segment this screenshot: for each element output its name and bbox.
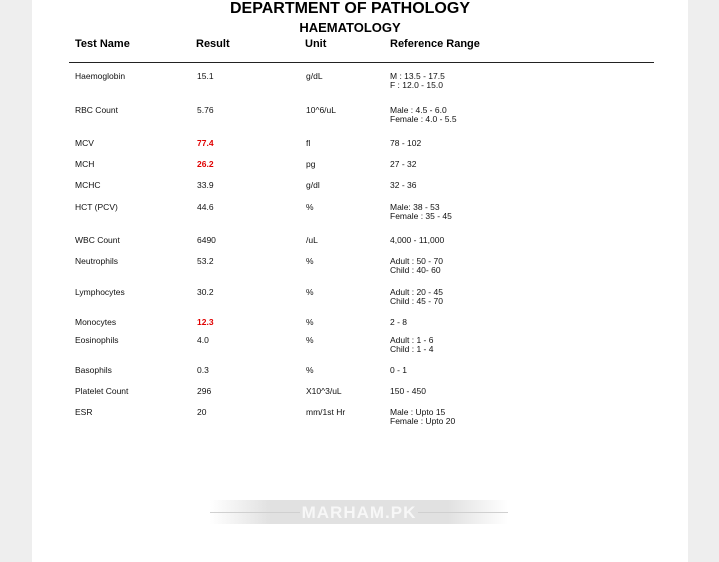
unit: % <box>306 317 314 327</box>
reference-range: Adult : 50 - 70 <box>390 256 443 266</box>
unit: g/dl <box>306 180 320 190</box>
result-value: 33.9 <box>197 180 214 190</box>
reference-range: 0 - 1 <box>390 365 408 375</box>
unit: 10^6/uL <box>306 105 336 115</box>
column-header-unit: Unit <box>305 38 327 50</box>
reference-range: 78 - 102 <box>390 138 422 148</box>
reference-range-secondary: Female : 4.0 - 5.5 <box>390 114 457 124</box>
test-name: RBC Count <box>75 105 118 115</box>
watermark-text: MARHAM.PK <box>301 503 417 522</box>
reference-range: 2 - 8 <box>390 317 408 327</box>
test-name: Eosinophils <box>75 335 119 345</box>
unit: % <box>306 365 314 375</box>
reference-range: Adult : 1 - 6 <box>390 335 434 345</box>
reference-range-secondary: Child : 45 - 70 <box>390 296 443 306</box>
result-value: 44.6 <box>197 202 214 212</box>
result-value: 6490 <box>197 235 216 245</box>
report-subtitle: HAEMATOLOGY <box>299 20 401 35</box>
unit: % <box>306 256 314 266</box>
test-name: Neutrophils <box>75 256 118 266</box>
result-value: 5.76 <box>197 105 214 115</box>
reference-range: M : 13.5 - 17.5 <box>390 71 445 81</box>
test-name: WBC Count <box>75 235 120 245</box>
test-name: Platelet Count <box>75 386 129 396</box>
column-header-result: Result <box>196 38 230 50</box>
unit: % <box>306 202 314 212</box>
reference-range-secondary: Child : 1 - 4 <box>390 344 434 354</box>
result-value: 77.4 <box>197 138 214 148</box>
reference-range: Adult : 20 - 45 <box>390 287 443 297</box>
result-value: 12.3 <box>197 317 214 327</box>
test-name: Lymphocytes <box>75 287 125 297</box>
header-divider <box>69 62 654 63</box>
result-value: 4.0 <box>197 335 209 345</box>
test-name: ESR <box>75 407 93 417</box>
result-value: 0.3 <box>197 365 209 375</box>
test-name: Haemoglobin <box>75 71 126 81</box>
reference-range-secondary: Female : Upto 20 <box>390 416 456 426</box>
reference-range: 4,000 - 11,000 <box>390 235 445 245</box>
test-name: HCT (PCV) <box>75 202 118 212</box>
test-name: Basophils <box>75 365 112 375</box>
column-header-reference-range: Reference Range <box>390 38 480 50</box>
reference-range-secondary: F : 12.0 - 15.0 <box>390 80 443 90</box>
reference-range-secondary: Child : 40- 60 <box>390 265 441 275</box>
reference-range: Male : 4.5 - 6.0 <box>390 105 447 115</box>
result-value: 26.2 <box>197 159 214 169</box>
reference-range: 27 - 32 <box>390 159 417 169</box>
reference-range: 150 - 450 <box>390 386 426 396</box>
reference-range-secondary: Female : 35 - 45 <box>390 211 452 221</box>
test-name: Monocytes <box>75 317 117 327</box>
unit: g/dL <box>306 71 323 81</box>
report-title: DEPARTMENT OF PATHOLOGY <box>230 0 470 17</box>
unit: fl <box>306 138 311 148</box>
result-value: 296 <box>197 386 212 396</box>
unit: pg <box>306 159 316 169</box>
test-name: MCV <box>75 138 94 148</box>
watermark <box>210 500 508 524</box>
unit: % <box>306 335 314 345</box>
column-header-test-name: Test Name <box>75 38 130 50</box>
test-name: MCH <box>75 159 95 169</box>
unit: % <box>306 287 314 297</box>
report-page <box>32 0 688 562</box>
unit: /uL <box>306 235 318 245</box>
result-value: 53.2 <box>197 256 214 266</box>
reference-range: 32 - 36 <box>390 180 417 190</box>
reference-range: Male: 38 - 53 <box>390 202 440 212</box>
unit: mm/1st Hr <box>306 407 346 417</box>
reference-range: Male : Upto 15 <box>390 407 446 417</box>
result-value: 20 <box>197 407 207 417</box>
test-name: MCHC <box>75 180 101 190</box>
result-value: 30.2 <box>197 287 214 297</box>
unit: X10^3/uL <box>306 386 342 396</box>
result-value: 15.1 <box>197 71 214 81</box>
